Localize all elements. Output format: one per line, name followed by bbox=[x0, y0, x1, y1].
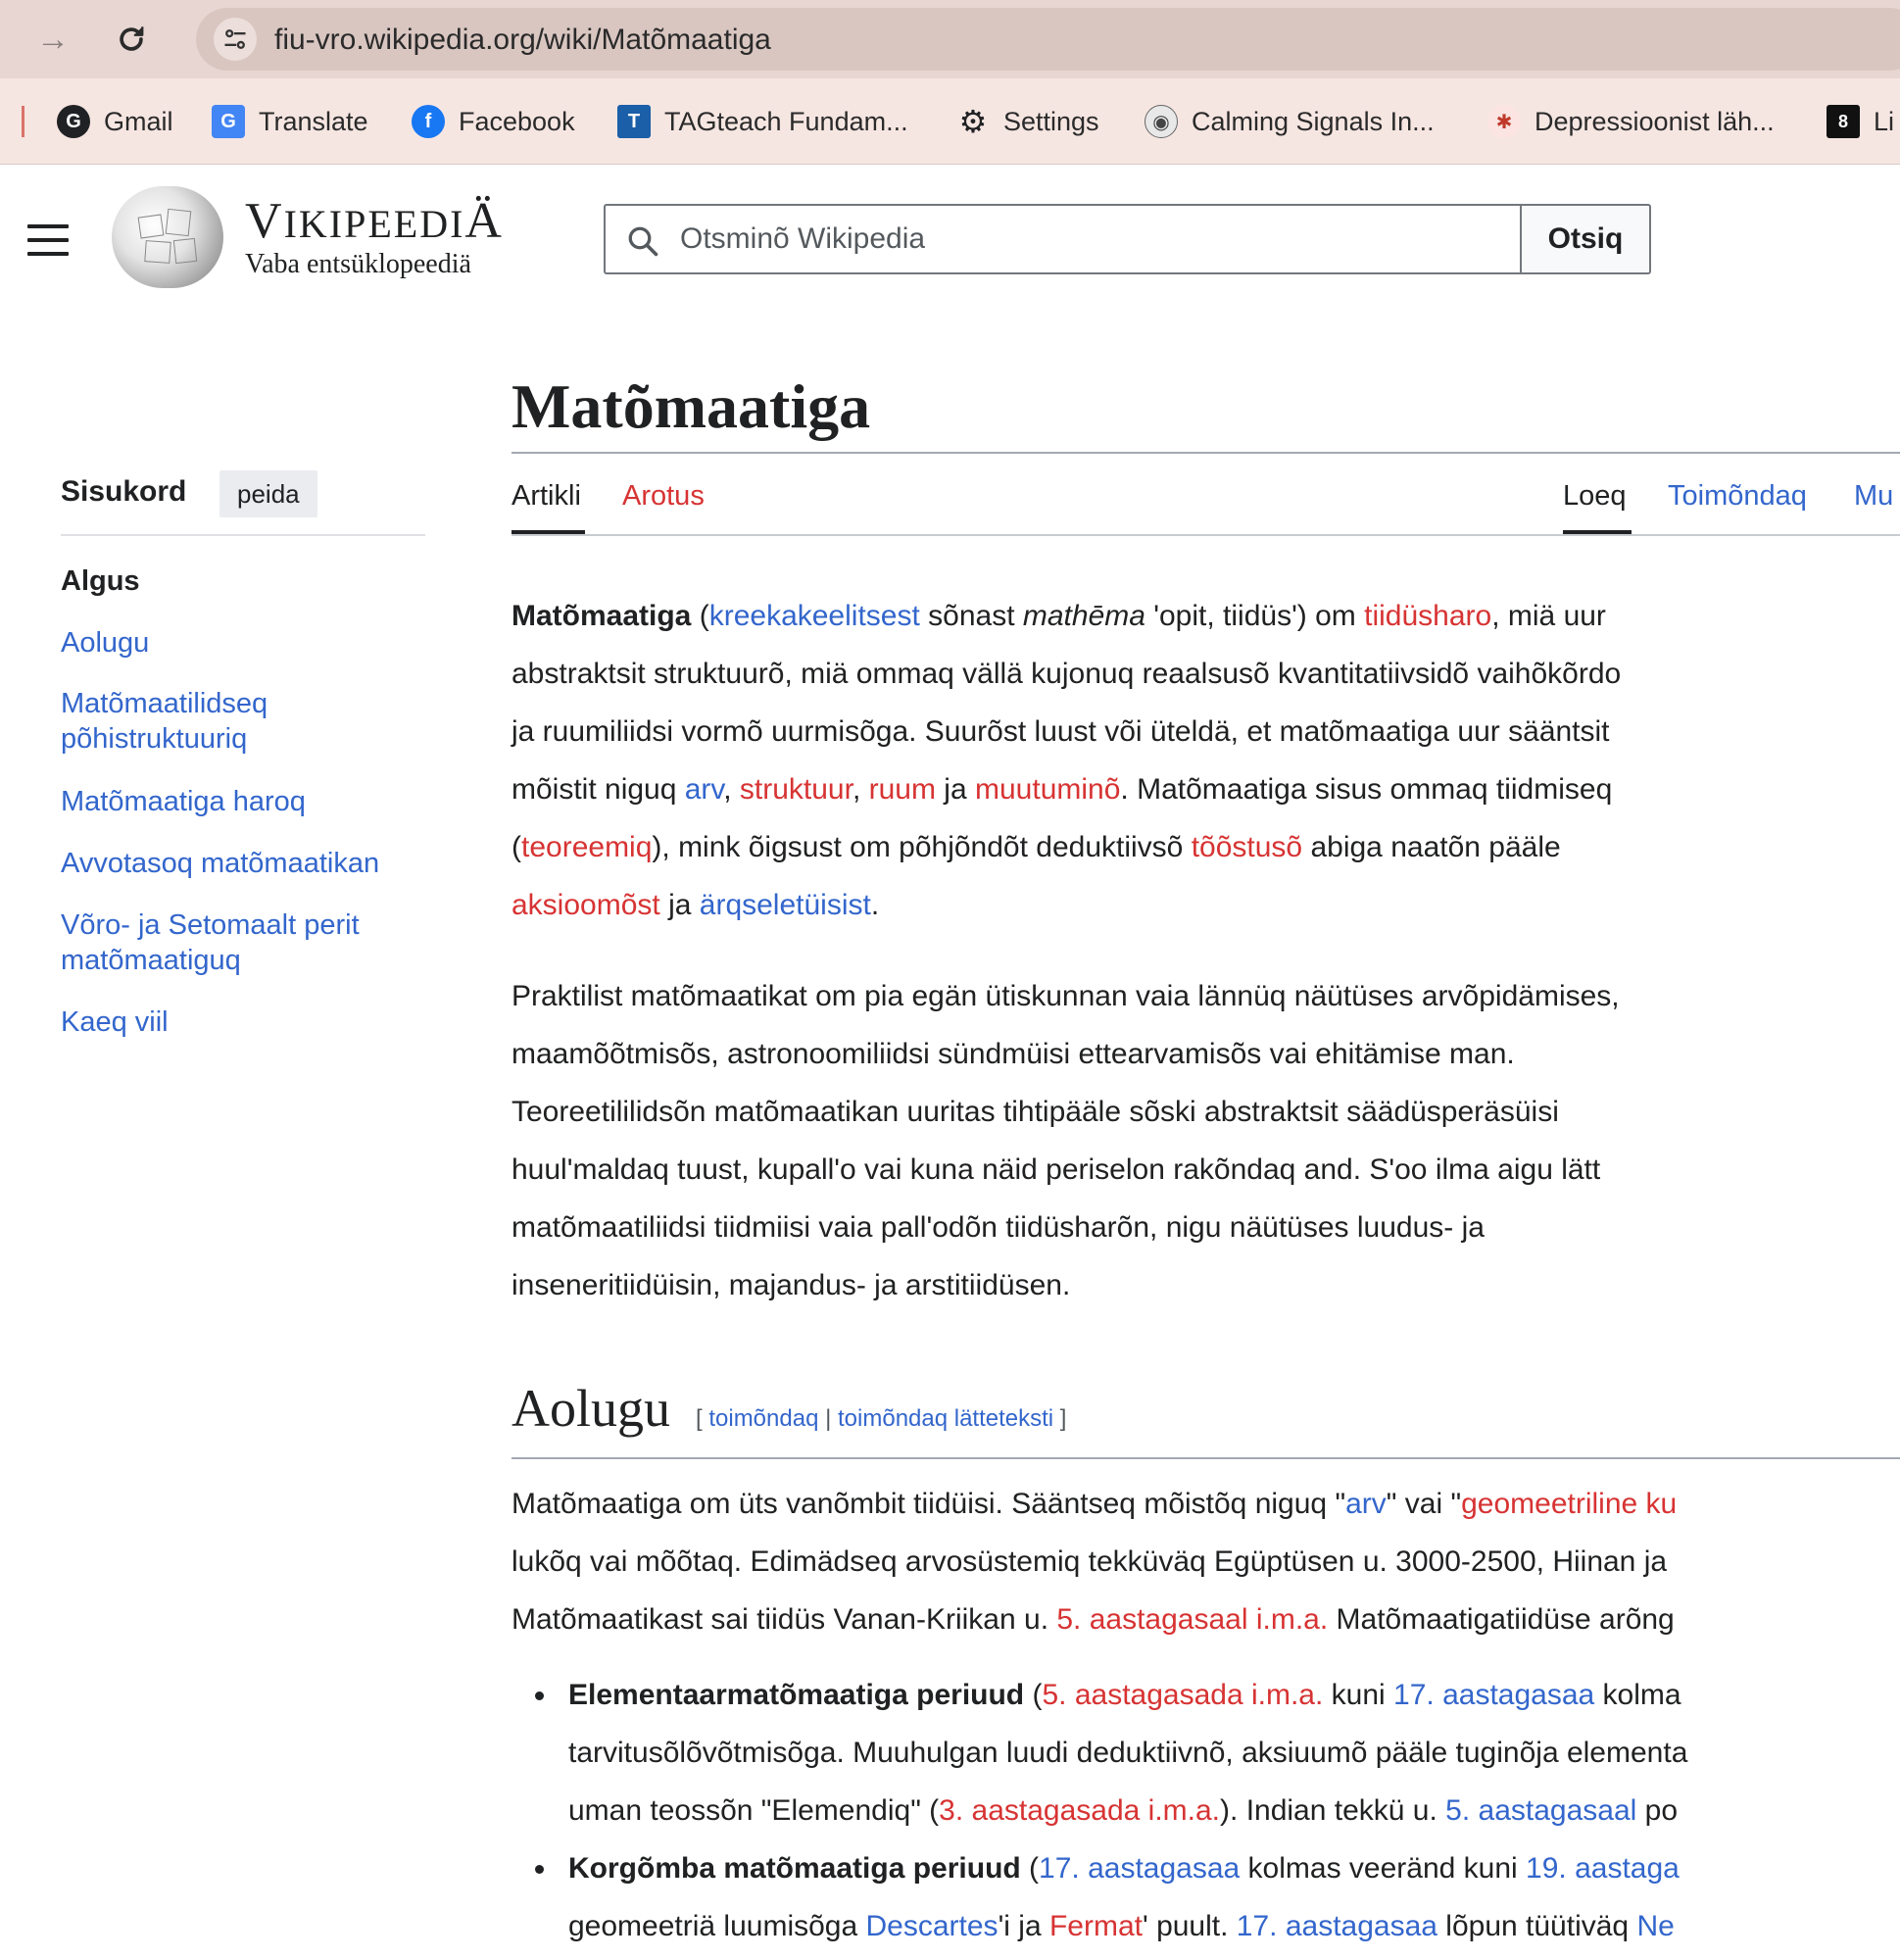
text-line: Matõmaatikast sai tiidüs Vanan-Kriikan u. 5. aastagasaal i.m.a. Matõmaatigatiidüse arõng bbox=[512, 1603, 1675, 1636]
section-heading-aolugu bbox=[512, 1378, 1066, 1439]
toc-item-aolugu[interactable]: Aolugu bbox=[61, 627, 150, 659]
bookmark-translate[interactable] bbox=[212, 100, 368, 143]
bookmark-settings[interactable] bbox=[956, 100, 1099, 143]
intro-paragraph bbox=[512, 587, 1900, 934]
bookmark-label: Translate bbox=[259, 106, 368, 136]
toc-title: Sisukord bbox=[61, 475, 187, 508]
toc-item-kaeq-viil[interactable]: Kaeq viil bbox=[61, 1006, 169, 1038]
bookmark-li[interactable] bbox=[1827, 100, 1894, 143]
text-line: abstraktsit struktuurõ, miä ommaq vällä kujonuq reaalsusõ kvantitatiivsidõ vaihõkõrdo bbox=[512, 658, 1622, 690]
bookmark-label: TAGteach Fundam... bbox=[664, 106, 908, 136]
text-line: aksioomõst ja ärqseletüisist. bbox=[512, 889, 880, 921]
text-line: ja ruumiliidsi vormõ uurmisõga. Suurõst luust või üteldä, et matõmaatiga uur sääntsit bbox=[512, 715, 1610, 748]
title-divider bbox=[512, 452, 1900, 454]
toc-item-voro-setomaa[interactable]: Võro- ja Setomaalt perit matõmaatiguq bbox=[61, 909, 360, 976]
main-menu-icon[interactable] bbox=[27, 224, 69, 256]
link[interactable]: arv bbox=[1345, 1488, 1387, 1520]
section-edit-source-link[interactable]: toimõndaq lätteteksti bbox=[838, 1405, 1054, 1432]
toc-divider bbox=[61, 534, 425, 536]
section-edit-links: [ toimõndaq | toimõndaq lätteteksti ] bbox=[696, 1405, 1067, 1432]
link[interactable]: 17. aastagasaa bbox=[1236, 1910, 1437, 1942]
red-link[interactable]: teoreemiq bbox=[521, 831, 653, 863]
red-link[interactable]: 3. aastagasada i.m.a. bbox=[939, 1794, 1221, 1827]
list-item: Korgõmba matõmaatiga periuud (17. aastagasaa kolmas veeränd kuni 19. aastaga bbox=[512, 1839, 1900, 1897]
text-line: Teoreetililidsõn matõmaatikan uuritas tihtipääle sõski abstraktsit säädüsperäsüisi bbox=[512, 1096, 1559, 1128]
toc-item-pohistruktuuriq[interactable]: Matõmaatilidseq põhistruktuuriq bbox=[61, 688, 268, 755]
history-paragraph bbox=[512, 1475, 1900, 1648]
bookmark-label: Calming Signals In... bbox=[1192, 106, 1435, 136]
red-link[interactable]: aksioomõst bbox=[512, 889, 660, 921]
text-line: lukõq vai mõõtaq. Edimädseq arvosüstemiq tekküväq Egüptüsen u. 3000-2500, Hiinan ja bbox=[512, 1545, 1668, 1578]
text-line: (teoreemiq), mink õigsust om põhjõndõt deduktiivsõ tõõstusõ abiga naatõn pääle bbox=[512, 831, 1561, 863]
bookmark-label: Depressioonist läh... bbox=[1535, 106, 1775, 136]
dog-globe-icon: ◉ bbox=[1145, 105, 1178, 138]
text-line: Matõmaatiga om üts vanõmbit tiidüisi. Sääntseq mõistõq niguq "arv" vai "geomeetriline ku bbox=[512, 1488, 1678, 1520]
tabs-divider bbox=[512, 534, 1900, 536]
toc-item-haroq[interactable]: Matõmaatiga haroq bbox=[61, 786, 306, 817]
text-line: Praktilist matõmaatikat om pia egän ütiskunnan vaia lännüq näütüses arvõpidämises, bbox=[512, 980, 1620, 1012]
text-line: inseneritiidüisin, majandus- ja arstitiidüsen. bbox=[512, 1269, 1071, 1301]
link[interactable]: Ne bbox=[1636, 1910, 1675, 1942]
bookmark-label: Settings bbox=[1003, 106, 1099, 136]
section-divider bbox=[512, 1457, 1900, 1459]
url-text[interactable]: fiu-vro.wikipedia.org/wiki/Matõmaatiga bbox=[274, 24, 771, 56]
reload-icon[interactable] bbox=[110, 18, 153, 61]
red-link[interactable]: geomeetriline ku bbox=[1461, 1488, 1678, 1520]
address-bar[interactable] bbox=[196, 8, 1900, 71]
search-input[interactable] bbox=[680, 218, 1503, 261]
link[interactable]: kreekakeelitsest bbox=[708, 600, 920, 632]
link[interactable]: arv bbox=[684, 773, 724, 806]
practical-paragraph bbox=[512, 967, 1900, 1314]
bookmarks-bar bbox=[0, 78, 1900, 165]
text-line: matõmaatiliidsi tiidmiisi vaia pall'odõn tiidüsharõn, nigu näütüses luudus- ja bbox=[512, 1211, 1485, 1244]
tagteach-icon: T bbox=[617, 105, 651, 138]
link[interactable]: ärqseletüisist bbox=[699, 889, 871, 921]
link[interactable]: 19. aastaga bbox=[1526, 1852, 1680, 1885]
red-link[interactable]: Fermat bbox=[1048, 1910, 1143, 1942]
toc-item-avvotasoq[interactable]: Avvotasoq matõmaatikan bbox=[61, 848, 380, 879]
tagline: Vaba entsüklopeediä bbox=[245, 249, 471, 279]
section-title: Aolugu bbox=[512, 1379, 670, 1438]
translate-icon: G bbox=[212, 105, 245, 138]
link[interactable]: 5. aastagasaal bbox=[1445, 1794, 1637, 1827]
text-line: mõistit niguq arv, struktuur, ruum ja muutuminõ. Matõmaatiga sisus ommaq tiidmiseq bbox=[512, 773, 1613, 806]
tab-read[interactable]: Loeq bbox=[1563, 480, 1627, 512]
red-link[interactable]: 5. aastagasaal i.m.a. bbox=[1056, 1603, 1329, 1636]
gear-icon: ⚙ bbox=[958, 104, 988, 139]
text-line: Matõmaatiga (kreekakeelitsest sõnast mathēma 'opit, tiidüs') om tiidüsharo, miä uur bbox=[512, 600, 1606, 632]
red-link[interactable]: tiidüsharo bbox=[1364, 600, 1492, 632]
bookmark-facebook[interactable] bbox=[412, 100, 575, 143]
bookmark-label: Facebook bbox=[459, 106, 575, 136]
page-title: Matõmaatiga bbox=[512, 371, 871, 441]
tab-edit[interactable]: Toimõndaq bbox=[1668, 480, 1807, 512]
search-box[interactable] bbox=[604, 204, 1521, 274]
bookmark-tagteach[interactable] bbox=[617, 100, 908, 143]
facebook-icon: f bbox=[412, 105, 445, 138]
text-line: huul'maldaq tuust, kupall'o vai kuna näid periselon rakõndaq and. S'oo ilma aigu lätt bbox=[512, 1153, 1601, 1186]
bookmark-label: Gmail bbox=[104, 106, 173, 136]
tab-more[interactable]: Mu bbox=[1854, 480, 1894, 512]
bold-term: Korgõmba matõmaatiga periuud bbox=[568, 1852, 1021, 1885]
toc-item-algus[interactable]: Algus bbox=[61, 565, 140, 597]
red-link[interactable]: struktuur bbox=[739, 773, 853, 806]
wordmark[interactable]: VIKIPEEDIÄ bbox=[245, 193, 504, 249]
tab-article[interactable]: Artikli bbox=[512, 480, 581, 512]
link[interactable]: 17. aastagasaa bbox=[1393, 1679, 1595, 1711]
bookmark-calming-signals[interactable] bbox=[1145, 100, 1435, 143]
list-item-line: geomeetriä luumisõga Descartes'i ja Fermat' puult. 17. aastagasaa lõpun tüütiväq Ne bbox=[568, 1910, 1675, 1942]
list-item-line: uman teossõn "Elemendiq" (3. aastagasada i.m.a.). Indian tekkü u. 5. aastagasaal po bbox=[568, 1794, 1679, 1827]
period-list bbox=[512, 1666, 1900, 1955]
list-item-line: tarvitusõlõvõtmisõga. Muuhulgan luudi deduktiivnõ, aksiuumõ pääle tuginõja elementa bbox=[568, 1737, 1688, 1769]
bookmark-gmail[interactable] bbox=[57, 100, 173, 143]
search-icon bbox=[625, 223, 660, 259]
browser-toolbar bbox=[0, 0, 1900, 78]
tab-talk[interactable]: Arotus bbox=[622, 480, 705, 512]
forward-icon[interactable]: → bbox=[36, 20, 70, 58]
red-link[interactable]: muutuminõ bbox=[975, 773, 1121, 806]
list-item: Elementaarmatõmaatiga periuud (5. aastagasada i.m.a. kuni 17. aastagasaa kolma bbox=[512, 1666, 1900, 1724]
bookmark-depressioonist[interactable] bbox=[1487, 100, 1775, 143]
gmail-globe-icon: G bbox=[57, 105, 90, 138]
bookmark-label: Li bbox=[1874, 106, 1895, 136]
section-edit-link[interactable]: toimõndaq bbox=[708, 1405, 819, 1432]
bold-term: Elementaarmatõmaatiga periuud bbox=[568, 1679, 1025, 1711]
toc-hide-button[interactable]: peida bbox=[219, 470, 317, 517]
site-info-icon[interactable] bbox=[214, 18, 257, 61]
ribbon-icon: ✱ bbox=[1487, 105, 1521, 138]
site-logo-icon: 8 bbox=[1827, 105, 1860, 138]
link[interactable]: 17. aastagasaa bbox=[1039, 1852, 1241, 1885]
red-link[interactable]: ruum bbox=[868, 773, 936, 806]
red-link[interactable]: tõõstusõ bbox=[1191, 831, 1303, 863]
bold-term: Matõmaatiga bbox=[512, 600, 692, 632]
wikipedia-globe-logo[interactable] bbox=[112, 186, 223, 288]
red-link[interactable]: 5. aastagasada i.m.a. bbox=[1042, 1679, 1324, 1711]
link[interactable]: Descartes bbox=[865, 1910, 999, 1942]
text-line: maamõõtmisõs, astronoomiliidsi sündmüisi ettearvamisõs vai ehitämise man. bbox=[512, 1038, 1515, 1070]
bookmark-divider bbox=[22, 106, 24, 137]
italic-term: mathēma bbox=[1022, 600, 1145, 632]
search-button[interactable]: Otsiq bbox=[1520, 204, 1651, 274]
